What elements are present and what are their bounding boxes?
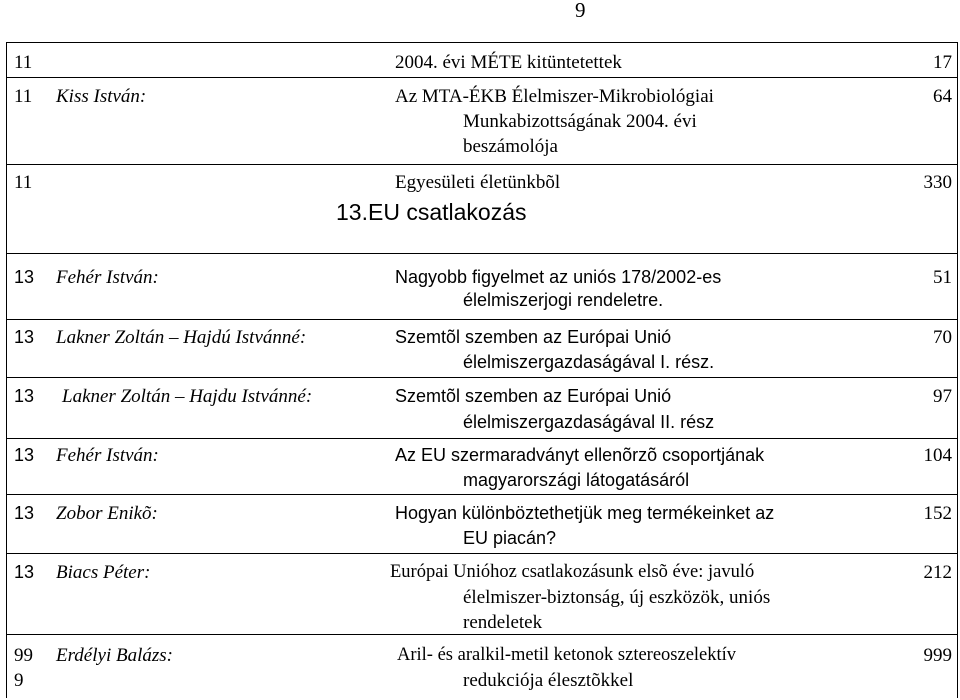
page-ref: 97 [933, 386, 952, 407]
page-ref: 51 [933, 267, 952, 288]
article-title-line: élelmiszergazdaságával II. rész [463, 412, 715, 432]
page-ref: 152 [923, 503, 952, 524]
article-title: Az MTA-ÉKB Élelmiszer-Mikrobiológiai [395, 86, 714, 107]
row-divider [6, 319, 958, 320]
issue-number: 13 [14, 386, 35, 406]
issue-number: 13 [14, 267, 35, 287]
article-title: Nagyobb figyelmet az uniós 178/2002-es [395, 267, 722, 287]
page-number: 9 [575, 0, 586, 22]
author-name: Zobor Enikõ: [56, 503, 158, 524]
row-divider [6, 164, 958, 165]
article-title: Egyesületi életünkbõl [395, 172, 561, 193]
page-ref: 104 [923, 445, 952, 466]
author-name: Biacs Péter: [56, 562, 151, 583]
page-ref: 70 [933, 327, 952, 348]
article-title: Aril- és aralkil-metil ketonok sztereoszelektív [397, 645, 737, 665]
article-title: Európai Unióhoz csatlakozásunk elsõ éve: javuló [390, 562, 755, 582]
article-title-line: EU piacán? [463, 528, 557, 548]
row-divider [6, 377, 958, 378]
row-divider [6, 253, 958, 254]
article-title-line: élelmiszerjogi rendeletre. [463, 290, 664, 310]
article-title-line: rendeletek [463, 612, 543, 633]
article-title: Szemtõl szemben az Európai Unió [395, 386, 672, 406]
row-divider [6, 438, 958, 439]
issue-number: 11 [14, 172, 33, 193]
issue-number-line: 9 [14, 670, 24, 691]
article-title-line: Munkabizottságának 2004. évi [463, 111, 697, 132]
row-divider [6, 77, 958, 78]
author-name: Kiss István: [56, 86, 147, 107]
article-title: Szemtõl szemben az Európai Unió [395, 327, 672, 347]
author-name: Erdélyi Balázs: [56, 645, 173, 666]
article-title-line: redukciója élesztõkkel [463, 670, 634, 691]
article-title: Hogyan különböztethetjük meg termékeinket az [395, 503, 775, 523]
article-title: Az EU szermaradványt ellenõrzõ csoportjának [395, 445, 765, 465]
issue-number: 13 [14, 327, 35, 347]
issue-number: 13 [14, 503, 35, 523]
article-title-line: magyarországi látogatásáról [463, 470, 690, 490]
article-title: 2004. évi MÉTE kitüntetettek [395, 52, 622, 73]
issue-number: 99 [14, 645, 33, 666]
issue-number: 11 [14, 86, 33, 107]
issue-number: 13 [14, 562, 35, 582]
author-name: Lakner Zoltán – Hajdú Istvánné: [56, 327, 307, 348]
row-divider [6, 494, 958, 495]
article-title-line: beszámolója [463, 136, 558, 157]
page-ref: 999 [923, 645, 952, 666]
row-divider [6, 553, 958, 554]
section-heading: 13.EU csatlakozás [336, 199, 527, 225]
page-ref: 330 [923, 172, 952, 193]
issue-number: 13 [14, 445, 35, 465]
page-ref: 64 [933, 86, 952, 107]
page-ref: 212 [923, 562, 952, 583]
author-name: Fehér István: [56, 267, 159, 288]
article-title-line: élelmiszer-biztonság, új eszközök, uniós [463, 587, 771, 608]
page-ref: 17 [933, 52, 952, 73]
author-name: Fehér István: [56, 445, 159, 466]
issue-number: 11 [14, 52, 33, 73]
article-title-line: élelmiszergazdaságával I. rész. [463, 352, 715, 372]
author-name: Lakner Zoltán – Hajdu Istvánné: [62, 386, 313, 407]
